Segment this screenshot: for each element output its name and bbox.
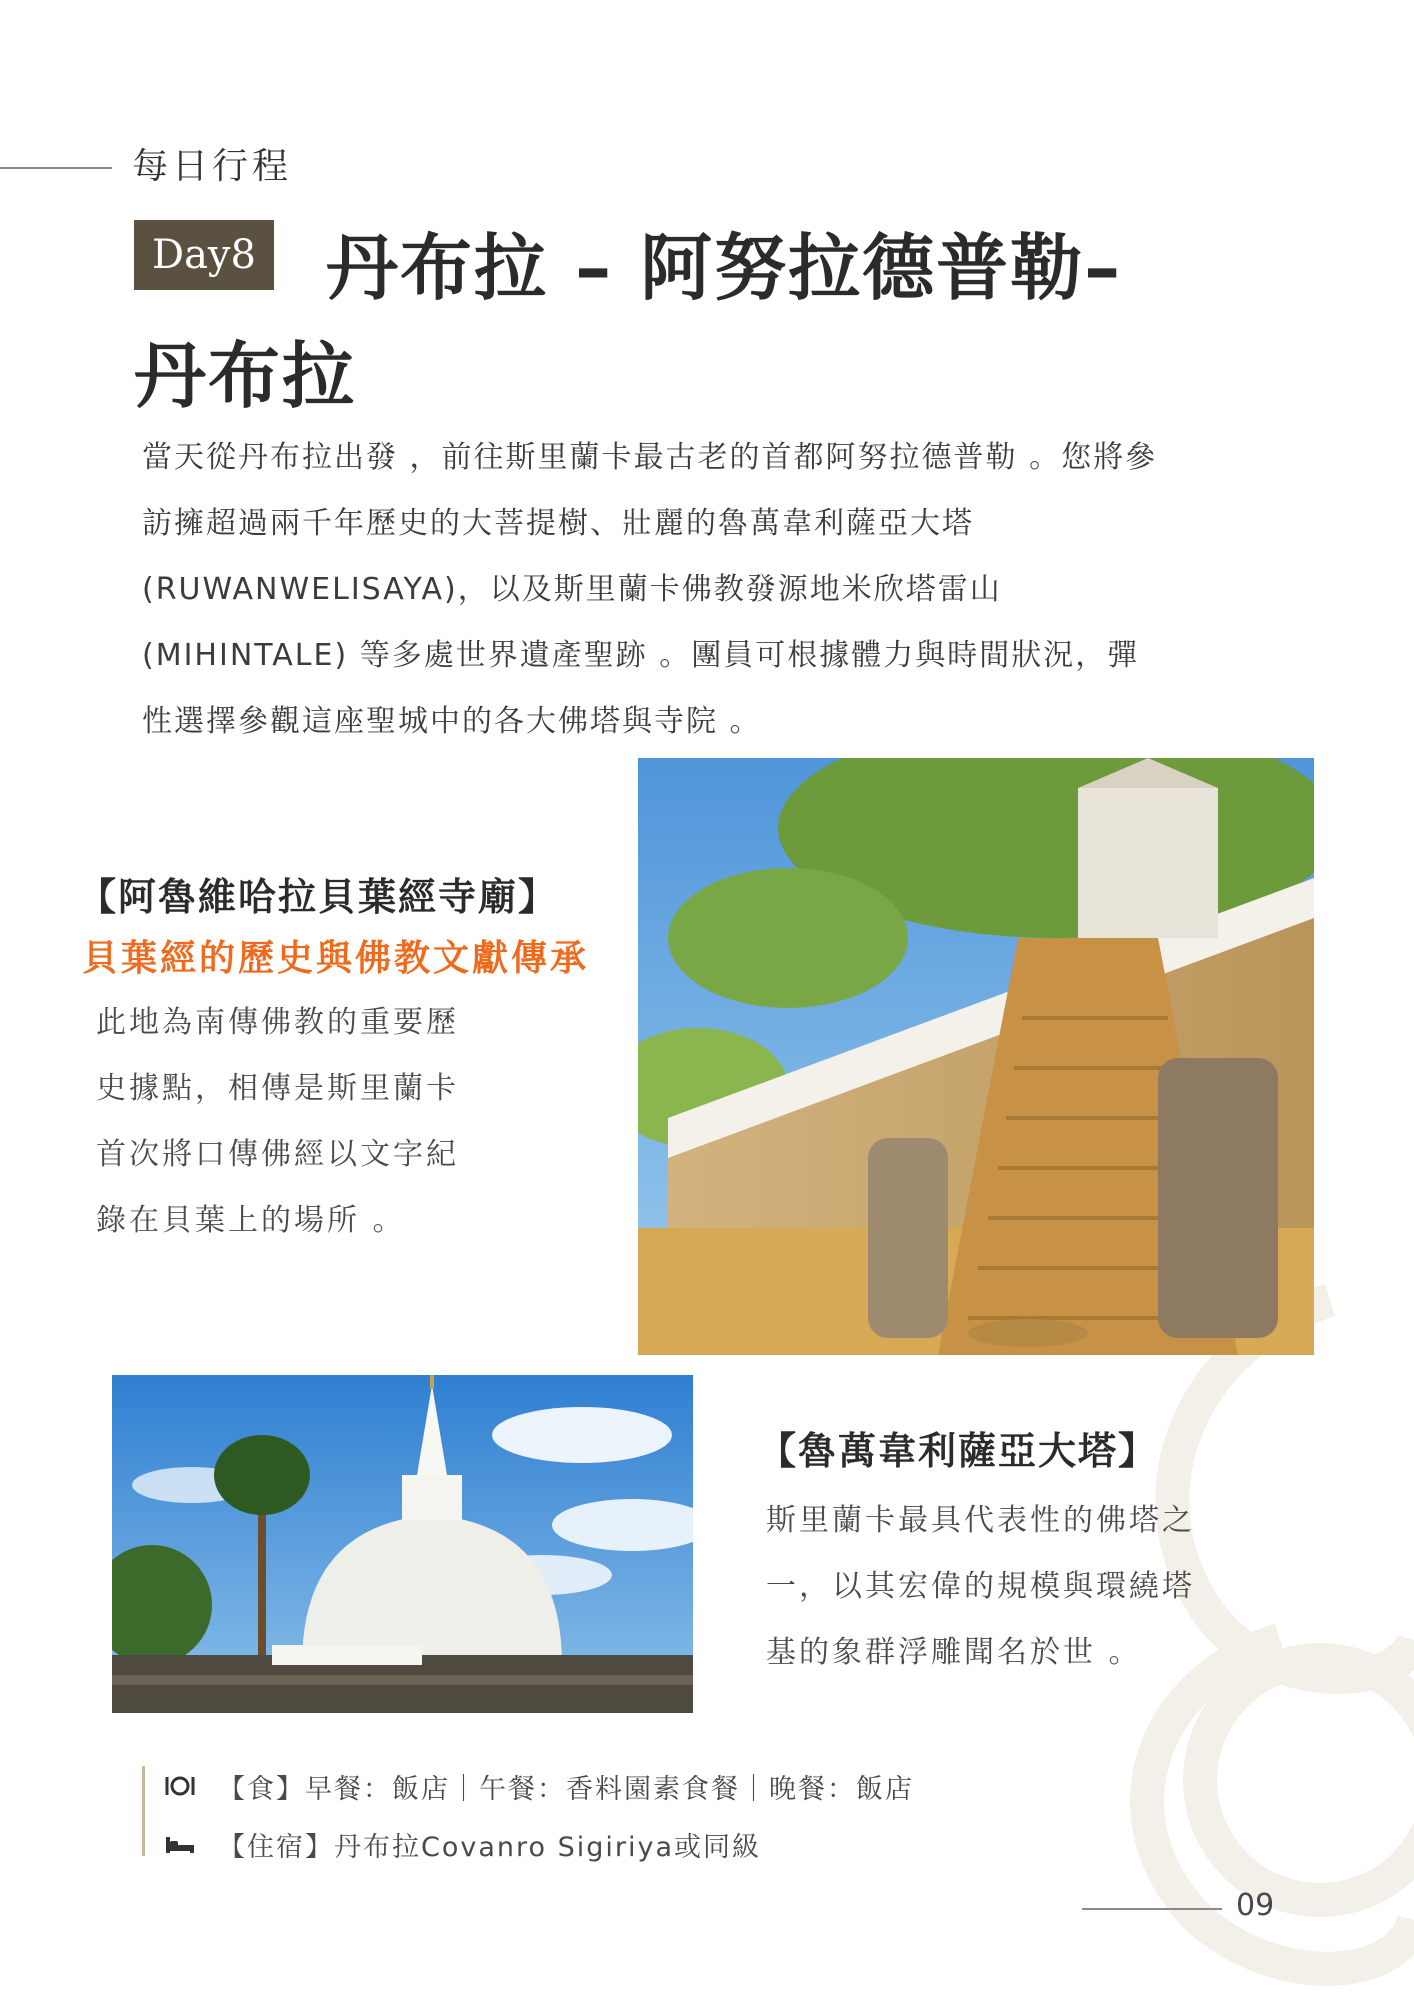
- temple-line: 史據點，相傳是斯里蘭卡: [96, 1071, 459, 1106]
- bed-icon: [160, 1833, 200, 1855]
- temple-title: 【阿魯維哈拉貝葉經寺廟】: [78, 875, 559, 919]
- info-accent-bar: [142, 1766, 145, 1856]
- temple-line: 此地為南傳佛教的重要歷: [96, 1005, 459, 1040]
- dining-icon: [160, 1774, 200, 1798]
- temple-description: [96, 990, 516, 1254]
- header-rule: [0, 167, 112, 169]
- day-badge: Day8: [134, 220, 274, 290]
- temple-stairs-photo: [638, 758, 1314, 1355]
- stupa-line: 一，以其宏偉的規模與環繞塔: [766, 1569, 1195, 1604]
- stupa-line: 基的象群浮雕聞名於世 。: [766, 1635, 1142, 1670]
- temple-line: 首次將口傳佛經以文字紀: [96, 1137, 459, 1172]
- page-title-line1: 丹布拉 – 阿努拉德普勒–: [326, 226, 1123, 310]
- page-number: 09: [1236, 1888, 1275, 1923]
- temple-subtitle: 貝葉經的歷史與佛教文獻傳承: [82, 938, 590, 979]
- stupa-photo: [112, 1375, 693, 1713]
- intro-line: 性選擇參觀這座聖城中的各大佛塔與寺院 。: [142, 704, 762, 739]
- temple-line: 錄在貝葉上的場所 。: [96, 1203, 406, 1238]
- intro-line: (MIHINTALE) 等多處世界遺產聖跡 。團員可根據體力與時間狀況，彈: [142, 638, 1140, 673]
- page-title-line2: 丹布拉: [134, 334, 357, 418]
- stay-text: 【住宿】丹布拉Covanro Sigiriya或同級: [218, 1831, 762, 1863]
- intro-line: (RUWANWELISAYA)，以及斯里蘭卡佛教發源地米欣塔雷山: [142, 572, 1002, 607]
- intro-line: 當天從丹布拉出發 ，前往斯里蘭卡最古老的首都阿努拉德普勒 。您將參: [142, 440, 1158, 475]
- meal-info: [160, 1766, 914, 1806]
- stupa-description: [766, 1488, 1286, 1686]
- stupa-line: 斯里蘭卡最具代表性的佛塔之: [766, 1503, 1195, 1538]
- meal-text: 【食】早餐：飯店｜午餐：香料園素食餐｜晚餐：飯店: [218, 1773, 914, 1805]
- stupa-title: 【魯萬韋利薩亞大塔】: [758, 1429, 1159, 1473]
- intro-line: 訪擁超過兩千年歷史的大菩提樹、壯麗的魯萬韋利薩亞大塔: [142, 506, 974, 541]
- footer-rule: [1082, 1908, 1222, 1910]
- stay-info: [160, 1824, 761, 1864]
- section-label: 每日行程: [132, 146, 293, 187]
- intro-paragraph: [142, 425, 1292, 755]
